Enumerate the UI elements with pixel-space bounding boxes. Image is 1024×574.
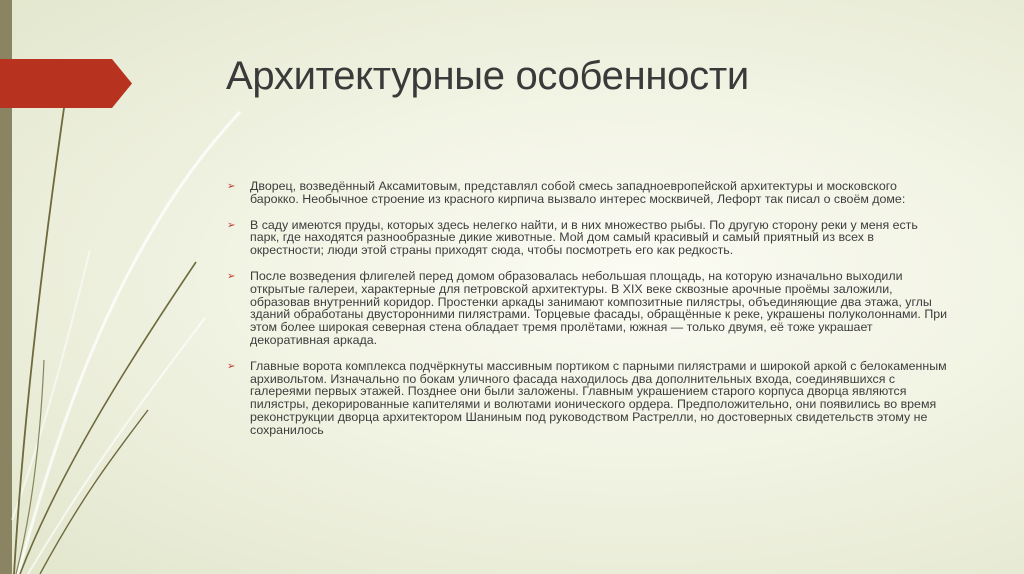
bullet-text: Дворец, возведённый Аксамитовым, представлял собой смесь западноевропейской архитектуры и московского барокко. Необычное строение из красного кирпича вызвало интерес москвичей, Лефорт так писал о своём доме: [250, 179, 906, 206]
arrow-bullet-icon: ➢ [227, 219, 236, 231]
decorative-curve-light-1 [18, 112, 240, 574]
bullet-text: После возведения флигелей перед домом образовалась небольшая площадь, на которую изначально выходили открытые галереи, характерные для петровской архитектуры. В XIX веке сквозные арочные проёмы заложили, образовав внутренний коридор. Простенки аркады занимают композитные пилястры, объединяющие два этажа, углы зданий обработаны двусторонними пилястрами. Торцевые фасады, обращённые к реке, украшены полуколоннами. При этом более широкая северная стена обладает тремя пролётами, южная — только двумя, её тоже украшает декоративная аркада. [250, 268, 948, 347]
bullet-item [226, 180, 948, 206]
bullet-item [226, 219, 948, 257]
slide-content [226, 180, 948, 450]
bullet-text: В саду имеются пруды, которых здесь нелегко найти, и в них множество рыбы. По другую сторону реки у меня есть парк, где находятся разнообразные дикие животные. Мой дом самый красивый и самый приятный из всех в окрестности; люди этой страны приходят сюда, чтобы посмотреть его как редкость. [250, 217, 918, 258]
bullet-item [226, 360, 948, 437]
decorative-curve-light-2 [28, 318, 205, 574]
decorative-curve-dark-2 [20, 262, 196, 574]
title-arrow-shape [0, 59, 132, 108]
arrow-bullet-icon: ➢ [227, 181, 236, 192]
slide-title: Архитектурные особенности [226, 54, 749, 98]
bullet-text: Главные ворота комплекса подчёркнуты массивным портиком с парными пилястрами и широкой аркой с белокаменным архивольтом. Изначально по бокам уличного фасада находилось два дополнительных входа, соединявшихся с галереями первых этажей. Позднее они были заложены. Главным украшением старого корпуса дворца являются пилястры, декорированные капителями и волютами ионического ордера. Предположительно, они появились во время реконструкции дворца архитектором Шаниным под руководством Растрелли, но достоверных свидетельств этому не сохранилось [250, 358, 947, 437]
arrow-bullet-icon: ➢ [227, 270, 236, 282]
arrow-bullet-icon: ➢ [227, 360, 236, 372]
bullet-item [226, 270, 948, 347]
